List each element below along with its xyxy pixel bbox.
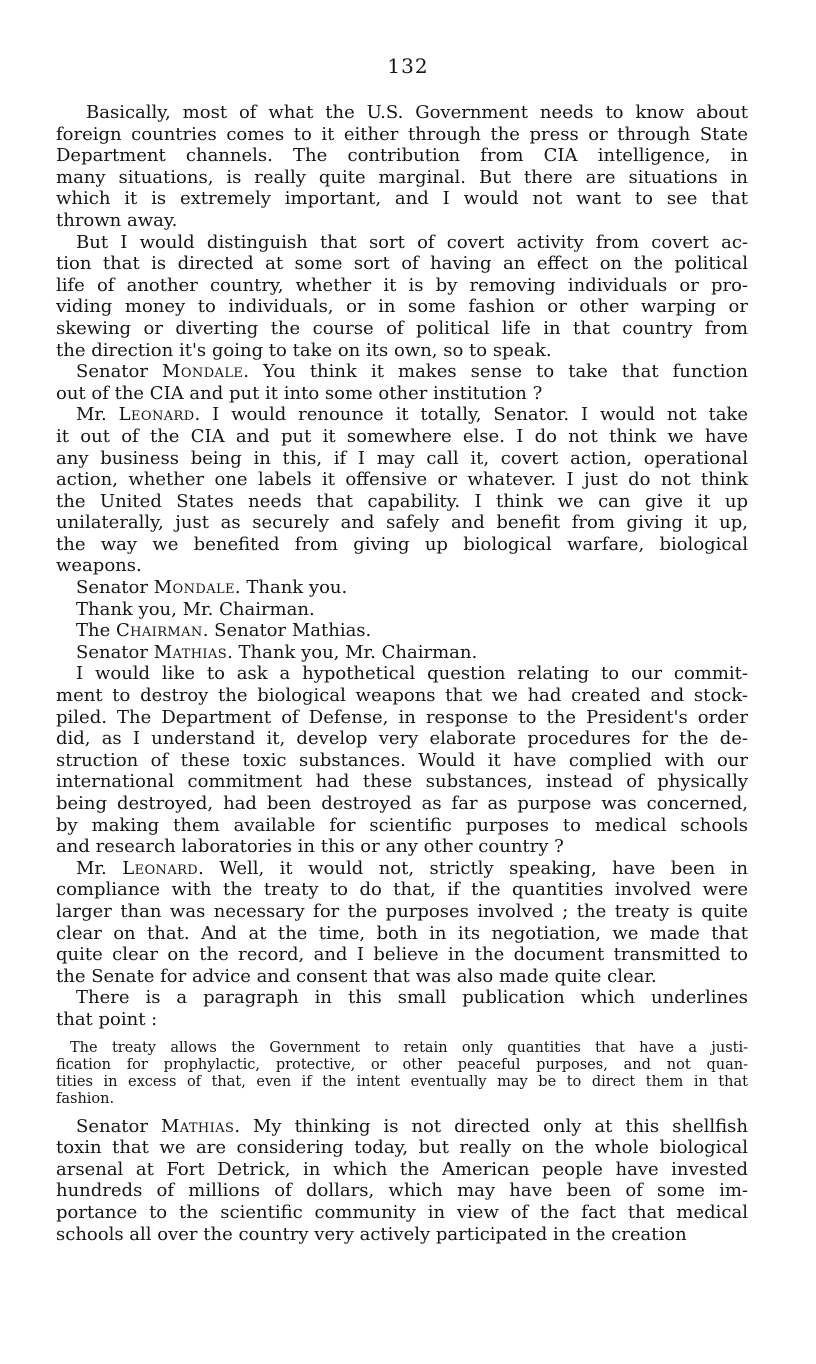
- text-line: the direction it's going to take on its own, so to speak.: [56, 339, 552, 361]
- speaker-name: Mondale: [162, 361, 244, 383]
- text-line: clear on that. And at the time, both in its negotiation, we made that: [56, 922, 748, 944]
- text-line: compliance with the treaty to do that, if the quantities involved were: [56, 879, 748, 901]
- text-line: larger than was necessary for the purposes involved ; the treaty is quite: [56, 900, 748, 922]
- paragraph: [56, 642, 748, 664]
- text-line: Senator Mathias. My thinking is not directed only at this shellfish: [76, 1115, 748, 1137]
- text-line: hundreds of millions of dollars, which may have been of some im-: [56, 1180, 748, 1202]
- text-line: Thank you, Mr. Chairman.: [76, 598, 315, 620]
- paragraph: [56, 232, 748, 362]
- text-line: international commitment had these substances, instead of physically: [56, 771, 748, 793]
- text-line: The Chairman. Senator Mathias.: [76, 620, 372, 642]
- text-line: that point :: [56, 1008, 158, 1030]
- text-line: portance to the scientific community in view of the fact that medical: [56, 1201, 748, 1223]
- text-line: unilaterally, just as securely and safely and benefit from giving it up,: [56, 512, 748, 534]
- text-line: the Senate for advice and consent that was also made quite clear.: [56, 965, 657, 987]
- text-line: many situations, is really quite marginal. But there are situations in: [56, 166, 748, 188]
- speaker-name: Chairman: [115, 620, 203, 642]
- text-line: tion that is directed at some sort of having an effect on the political: [56, 253, 748, 275]
- paragraph: [56, 1116, 748, 1246]
- text-line: thrown away.: [56, 209, 178, 231]
- text-line: Senator Mathias. Thank you, Mr. Chairman.: [76, 641, 478, 663]
- text-line: But I would distinguish that sort of covert activity from covert ac-: [76, 231, 748, 253]
- text-line: life of another country, whether it is by removing individuals or pro-: [56, 274, 748, 296]
- text-line: weapons.: [56, 555, 142, 577]
- text-line: tities in excess of that, even if the intent eventually may be to direct them in that: [56, 1073, 748, 1090]
- text-line: piled. The Department of Defense, in response to the President's order: [56, 706, 748, 728]
- text-line: toxin that we are considering today, but really on the whole biological: [56, 1137, 748, 1159]
- speaker-name: Mondale: [153, 577, 235, 599]
- page-number: 132: [387, 54, 429, 78]
- text-line: fashion.: [56, 1090, 115, 1107]
- speaker-name: Leonard: [122, 857, 199, 879]
- speaker-name: Leonard: [118, 404, 195, 426]
- speaker-name: Mathias: [153, 641, 228, 663]
- text-line: Department channels. The contribution from CIA intelligence, in: [56, 145, 748, 167]
- text-line: out of the CIA and put it into some other institution ?: [56, 382, 543, 404]
- text-line: the way we benefited from giving up biological warfare, biological: [56, 533, 748, 555]
- text-line: Basically, most of what the U.S. Government needs to know about: [86, 102, 748, 123]
- text-line: I would like to ask a hypothetical question relating to our commit-: [76, 663, 748, 685]
- text-line: The treaty allows the Government to retain only quantities that have a justi-: [70, 1039, 748, 1056]
- text-line: There is a paragraph in this small publication which underlines: [76, 987, 748, 1009]
- quote-paragraph: [56, 1040, 748, 1108]
- text-line: any business being in this, if I may call it, covert action, operational: [56, 447, 748, 469]
- paragraph: [56, 599, 748, 621]
- text-line: Senator Mondale. Thank you.: [76, 577, 348, 599]
- text-line: struction of these toxic substances. Would it have complied with our: [56, 749, 748, 771]
- text-line: arsenal at Fort Detrick, in which the American people have invested: [56, 1158, 748, 1180]
- text-line: action, whether one labels it offensive or whatever. I just do not think: [56, 469, 748, 491]
- text-line: quite clear on the record, and I believe in the document transmitted to: [56, 944, 748, 966]
- text-line: and research laboratories in this or any other country ?: [56, 836, 564, 858]
- text-line: Senator Mondale. You think it makes sense to take that function: [76, 361, 748, 383]
- text-line: Mr. Leonard. Well, it would not, strictly speaking, have been in: [76, 857, 748, 879]
- speaker-name: Mathias: [160, 1115, 235, 1137]
- text-line: viding money to individuals, or in some fashion or other warping or: [56, 296, 748, 318]
- text-line: Mr. Leonard. I would renounce it totally, Senator. I would not take: [76, 404, 748, 426]
- text-line: ment to destroy the biological weapons that we had created and stock-: [56, 685, 748, 707]
- text-line: foreign countries comes to it either through the press or through State: [56, 123, 748, 145]
- text-line: skewing or diverting the course of political life in that country from: [56, 317, 748, 339]
- paragraph: [56, 577, 748, 599]
- paragraph: [56, 858, 748, 988]
- text-line: being destroyed, had been destroyed as far as purpose was concerned,: [56, 793, 748, 814]
- paragraph: [56, 361, 748, 404]
- paragraph: [56, 404, 748, 577]
- text-line: schools all over the country very actively participated in the creation: [56, 1223, 687, 1245]
- text-line: it out of the CIA and put it somewhere else. I do not think we have: [56, 425, 748, 447]
- text-line: the United States needs that capability. I think we can give it up: [56, 490, 748, 512]
- text-line: by making them available for scientific purposes to medical schools: [56, 814, 748, 836]
- paragraph: [56, 620, 748, 642]
- paragraph: [56, 663, 748, 857]
- text-line: fication for prophylactic, protective, or other peaceful purposes, and not quan-: [56, 1056, 748, 1073]
- paragraph: [56, 987, 748, 1030]
- paragraph: [56, 102, 748, 232]
- text-line: did, as I understand it, develop very elaborate procedures for the de-: [56, 728, 748, 750]
- page-body: [56, 102, 748, 1245]
- text-line: which it is extremely important, and I would not want to see that: [56, 188, 748, 210]
